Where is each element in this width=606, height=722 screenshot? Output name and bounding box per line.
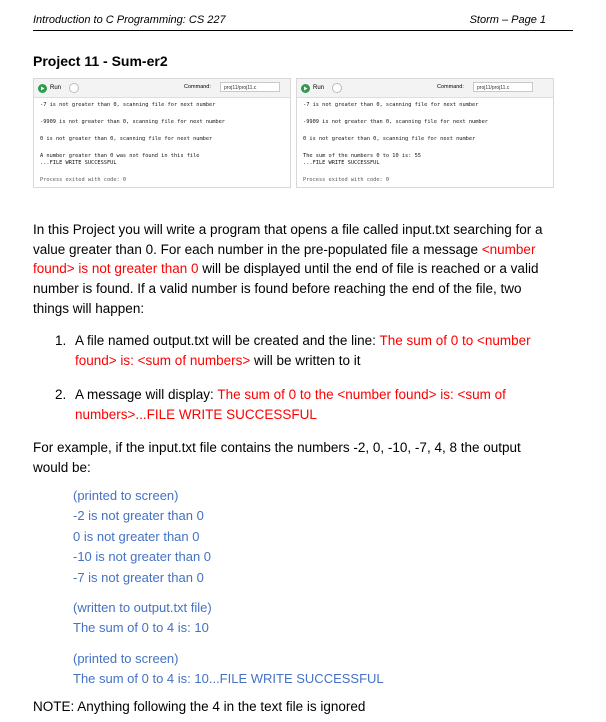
run-icon [38, 84, 47, 93]
example-line: The sum of 0 to 4 is: 10...FILE WRITE SUCCESSFUL [73, 671, 384, 687]
list-text: A file named output.txt will be created and the line: [75, 333, 380, 348]
intro-paragraph [33, 220, 553, 319]
example-line: -7 is not greater than 0 [73, 569, 204, 585]
console-line: 0 is not greater than 0, scanning file for next number [303, 136, 476, 142]
console-screenshot-not-found [33, 78, 291, 188]
list-item [55, 331, 555, 370]
example-block-file [73, 598, 212, 639]
stop-icon [332, 83, 342, 93]
intro-text: will be displayed until the end of file is reached or a valid number is found. If a valid number is found before reaching the end of the file, two things will happen: [33, 261, 539, 316]
intro-highlight: <number found> is not greater than 0 [33, 241, 536, 277]
console-toolbar [297, 79, 553, 98]
console-line: 0 is not greater than 0, scanning file for next number [40, 136, 213, 142]
run-icon [301, 84, 310, 93]
console-line: ...FILE WRITE SUCCESSFUL [40, 160, 117, 166]
list-number: 2. [55, 387, 67, 402]
command-field: proj11/proj11.c [473, 82, 533, 92]
example-line: (printed to screen) [73, 651, 179, 666]
run-label: Run [50, 85, 62, 91]
console-exit-line: Process exited with code: 0 [303, 177, 390, 183]
stop-icon [69, 83, 79, 93]
example-block-screen [73, 486, 211, 588]
console-output [34, 98, 290, 188]
list-text: A message will display: [75, 387, 218, 402]
list-item [55, 385, 555, 424]
example-line: (written to output.txt file) [73, 600, 212, 615]
command-label: Command: [437, 84, 464, 90]
console-line: ...FILE WRITE SUCCESSFUL [303, 160, 380, 166]
console-line: A number greater than 0 was not found in this file [40, 153, 200, 159]
intro-text: In this Project you will write a program that opens a file called input.txt searching for a value greater than 0. For each number in the pre-populated file a message [33, 222, 543, 257]
run-label: Run [313, 85, 325, 91]
list-highlight: The sum of 0 to <number found> is: <sum of numbers> [75, 333, 531, 368]
console-output [297, 98, 553, 188]
example-line: -2 is not greater than 0 [73, 508, 204, 524]
command-label: Command: [184, 84, 211, 90]
console-line: -7 is not greater than 0, scanning file for next number [40, 102, 216, 108]
console-line: -9909 is not greater than 0, scanning file for next number [303, 119, 488, 125]
header-page: Storm – Page 1 [469, 14, 546, 26]
list-text: will be written to it [250, 352, 361, 368]
example-line: The sum of 0 to 4 is: 10 [73, 620, 209, 636]
console-exit-line: Process exited with code: 0 [40, 177, 127, 183]
example-block-screen-final [73, 649, 384, 690]
example-line: 0 is not greater than 0 [73, 528, 200, 544]
console-line: -7 is not greater than 0, scanning file for next number [303, 102, 479, 108]
console-line: The sum of the numbers 0 to 10 is: 55 [303, 153, 421, 159]
note-text: NOTE: Anything following the 4 in the text file is ignored [33, 699, 366, 714]
console-toolbar [34, 79, 290, 98]
command-field: proj11/proj11.c [220, 82, 280, 92]
list-number: 1. [55, 333, 67, 348]
example-line: -10 is not greater than 0 [73, 549, 212, 565]
page-title: Project 11 - Sum-er2 [33, 53, 168, 69]
console-screenshot-found [296, 78, 554, 188]
list-highlight: The sum of 0 to the <number found> is: <sum of numbers>...FILE WRITE SUCCESSFUL [75, 387, 506, 422]
example-paragraph: For example, if the input.txt file contains the numbers -2, 0, -10, -7, 4, 8 the output would be: [33, 440, 521, 475]
example-line: (printed to screen) [73, 488, 179, 503]
header-rule [33, 30, 573, 31]
console-line: -9909 is not greater than 0, scanning file for next number [40, 119, 225, 125]
header-course: Introduction to C Programming: CS 227 [33, 14, 226, 26]
